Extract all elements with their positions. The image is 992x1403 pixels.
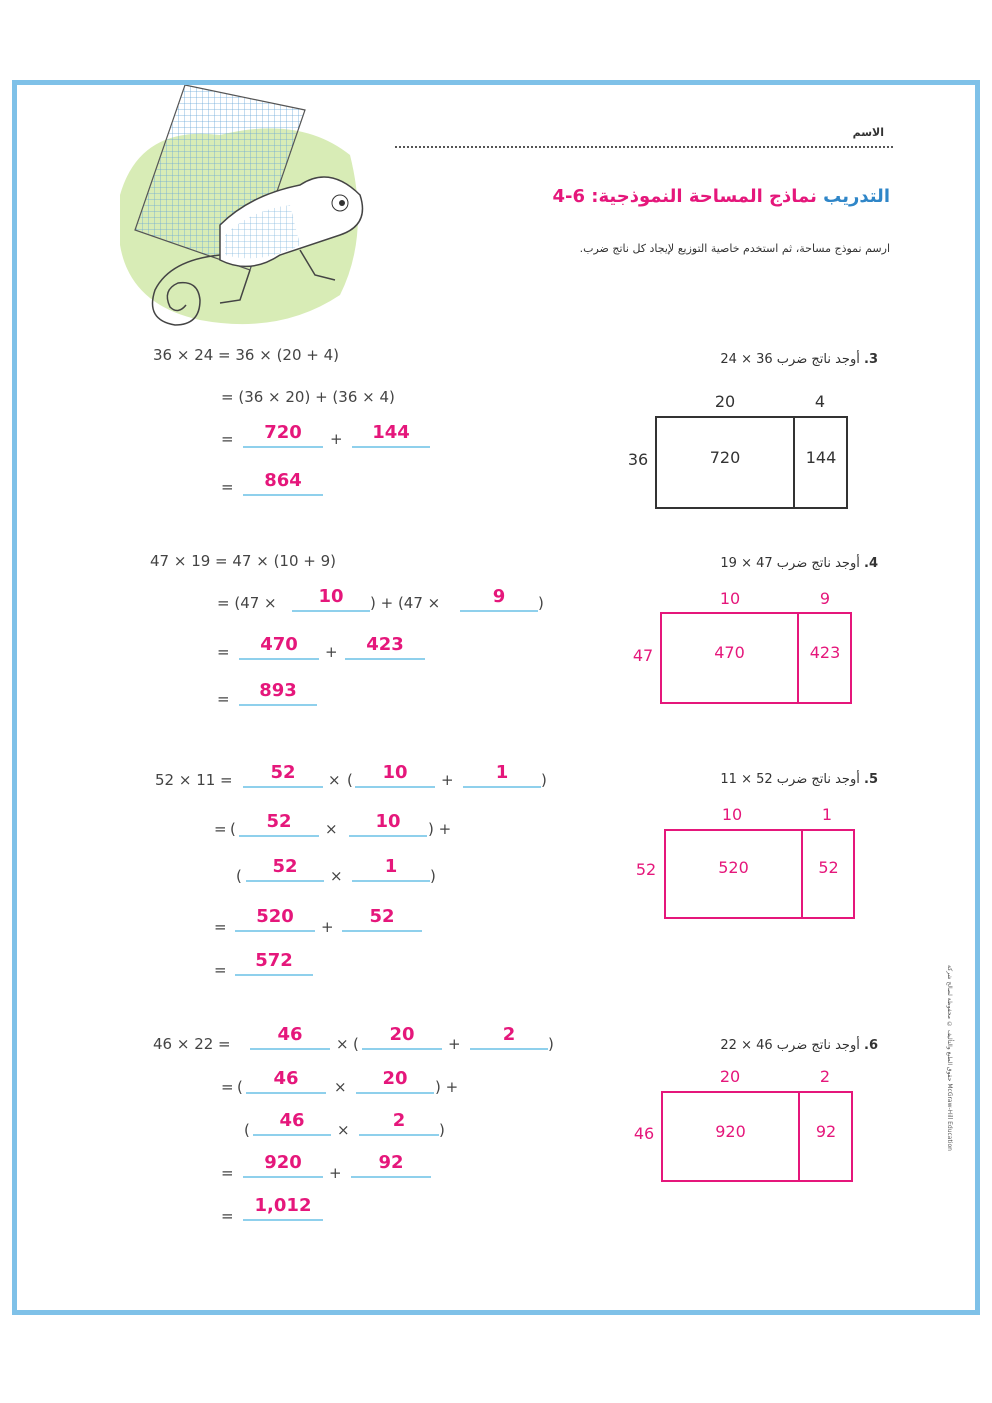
q4-fill-a[interactable]: 10 [292, 586, 370, 612]
q6-side: 46 [633, 1124, 655, 1143]
q4-top-a: 10 [719, 589, 741, 608]
q3-partial-b[interactable]: 144 [352, 422, 430, 448]
title-main: نماذج المساحة النموذجية: 6-4 [552, 186, 817, 207]
q6-cell-b: 92 [815, 1122, 837, 1141]
q6-top-a: 20 [719, 1067, 741, 1086]
q3-cell-b: 144 [805, 448, 837, 467]
q4-partial-a[interactable]: 470 [239, 634, 319, 660]
q4-cell-a: 470 [714, 643, 745, 662]
q4-partial-b[interactable]: 423 [345, 634, 425, 660]
copyright-notice: حقوق الطبع والتأليف © محفوظة لصالح شركة McGraw-Hill Education [946, 965, 953, 1151]
q3-line1: 36 × 24 = 36 × (20 + 4) [153, 346, 340, 364]
q5-total[interactable]: 572 [235, 950, 313, 976]
question-5-heading: 5. أوجد ناتج ضرب 52 × 11 [720, 772, 878, 787]
q4-side: 47 [632, 646, 654, 665]
q3-line2: = (36 × 20) + (36 × 4) [221, 388, 395, 406]
q3-top-b: 4 [814, 392, 826, 411]
q6-factor[interactable]: 46 [250, 1024, 330, 1050]
q6-partial-b[interactable]: 92 [351, 1152, 431, 1178]
q5-split-b[interactable]: 1 [463, 762, 541, 788]
question-4-heading: 4. أوجد ناتج ضرب 47 × 19 [720, 556, 878, 571]
question-3-heading: 3. أوجد ناتج ضرب 36 × 24 [720, 352, 878, 367]
q5-side: 52 [635, 860, 657, 879]
q3-top-a: 20 [714, 392, 736, 411]
title-prefix: التدريب [823, 186, 890, 207]
q5-cell-a: 520 [718, 858, 749, 877]
q5-lhs: 52 × 11 = [155, 771, 233, 789]
q5-p1b[interactable]: 10 [349, 811, 427, 837]
q6-split-a[interactable]: 20 [362, 1024, 442, 1050]
name-label: الاسم [852, 126, 884, 139]
question-6-heading: 6. أوجد ناتج ضرب 46 × 22 [720, 1038, 878, 1053]
q5-cell-b: 52 [818, 858, 839, 877]
chameleon-illustration [100, 85, 370, 345]
q5-p1a[interactable]: 52 [239, 811, 319, 837]
name-line[interactable] [395, 146, 893, 148]
q4-total[interactable]: 893 [239, 680, 317, 706]
q6-p2a[interactable]: 46 [253, 1110, 331, 1136]
page-title [552, 186, 890, 207]
q5-partial-a[interactable]: 520 [235, 906, 315, 932]
q4-line1: 47 × 19 = 47 × (10 + 9) [150, 552, 337, 570]
instructions: ارسم نموذج مساحة، ثم استخدم خاصية التوزيع لإيجاد كل ناتج ضرب. [579, 242, 890, 255]
q6-split-b[interactable]: 2 [470, 1024, 548, 1050]
q4-top-b: 9 [819, 589, 831, 608]
q6-total[interactable]: 1,012 [243, 1195, 323, 1221]
q5-top-a: 10 [721, 805, 743, 824]
q5-factor[interactable]: 52 [243, 762, 323, 788]
q4-fill-b[interactable]: 9 [460, 586, 538, 612]
q6-top-b: 2 [819, 1067, 831, 1086]
q6-cell-a: 920 [715, 1122, 746, 1141]
q6-p2b[interactable]: 2 [359, 1110, 439, 1136]
q4-cell-b: 423 [809, 643, 841, 662]
q6-lhs: 46 × 22 = [153, 1035, 231, 1053]
q3-side: 36 [627, 450, 649, 469]
q6-partial-a[interactable]: 920 [243, 1152, 323, 1178]
q5-top-b: 1 [821, 805, 833, 824]
q5-split-a[interactable]: 10 [355, 762, 435, 788]
q3-cell-a: 720 [709, 448, 741, 467]
q5-p2a[interactable]: 52 [246, 856, 324, 882]
q5-partial-b[interactable]: 52 [342, 906, 422, 932]
q3-partial-a[interactable]: 720 [243, 422, 323, 448]
q6-p1b[interactable]: 20 [356, 1068, 434, 1094]
q6-p1a[interactable]: 46 [246, 1068, 326, 1094]
q3-total[interactable]: 864 [243, 470, 323, 496]
q5-p2b[interactable]: 1 [352, 856, 430, 882]
